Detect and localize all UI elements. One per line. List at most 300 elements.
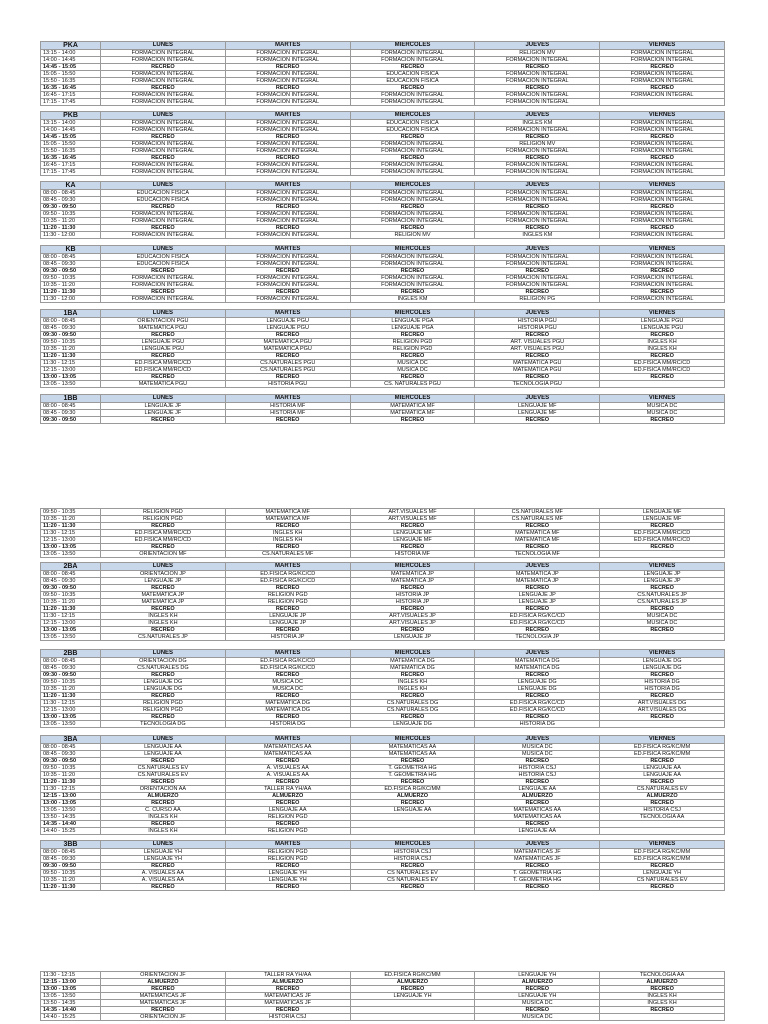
subject-cell: RECREO (350, 758, 475, 765)
time-slot: 11:20 - 11:30 (41, 353, 101, 360)
subject-cell: CS.NATURALES MF (475, 516, 600, 523)
subject-cell: FORMACION INTEGRAL (350, 282, 475, 289)
subject-cell: ART. VISUALES PGU (475, 339, 600, 346)
time-slot: 14:00 - 14:45 (41, 57, 101, 64)
time-slot: 10:35 - 11:20 (41, 218, 101, 225)
schedule-table-continued (40, 971, 725, 1021)
subject-cell: RECREO (225, 225, 350, 232)
subject-cell: ALMUERZO (350, 979, 475, 986)
day-header: LUNES (101, 112, 226, 120)
subject-cell: RECREO (600, 523, 725, 530)
subject-cell: ED.FISICA RG/KC/CD (225, 665, 350, 672)
time-slot: 11:30 - 12:15 (41, 530, 101, 537)
subject-cell: RECREO (225, 758, 350, 765)
subject-cell: LENGUAJE JP (350, 634, 475, 641)
subject-cell: MUSICA DC (600, 620, 725, 627)
subject-cell: MUSICA DC (600, 410, 725, 417)
schedule-table-pka (40, 41, 725, 106)
subject-cell: T. GEOMETRIA HG (350, 772, 475, 779)
table-header-row (41, 650, 725, 658)
time-slot: 12:15 - 13:00 (41, 620, 101, 627)
subject-cell: RECREO (225, 606, 350, 613)
subject-cell: HISTORIA MF (225, 403, 350, 410)
time-slot: 14:45 - 15:05 (41, 64, 101, 71)
day-header: JUEVES (475, 736, 600, 744)
subject-cell: RECREO (600, 134, 725, 141)
day-header: LUNES (101, 246, 226, 254)
subject-cell: FORMACION INTEGRAL (101, 218, 226, 225)
subject-cell: RECREO (225, 544, 350, 551)
subject-cell: FORMACION INTEGRAL (101, 120, 226, 127)
subject-cell: RECREO (600, 714, 725, 721)
subject-cell: A. VISUALES AA (225, 765, 350, 772)
subject-cell: ED.FISICA RG/KC/MM (600, 856, 725, 863)
subject-cell: RECREO (600, 204, 725, 211)
subject-cell: T. GEOMETRIA HG (475, 870, 600, 877)
subject-cell: ALMUERZO (600, 793, 725, 800)
time-slot: 10:35 - 11:20 (41, 877, 101, 884)
table-row (41, 620, 725, 627)
subject-cell: RECREO (600, 268, 725, 275)
table-row (41, 786, 725, 793)
subject-cell: RELIGION PGD (225, 828, 350, 835)
subject-cell: LENGUAJE JP (225, 620, 350, 627)
course-name: 3BB (41, 841, 101, 849)
subject-cell: RECREO (101, 986, 226, 993)
subject-cell: RECREO (101, 523, 226, 530)
subject-cell: RECREO (475, 64, 600, 71)
subject-cell: ED.FISICA RG/KC/CD (475, 620, 600, 627)
subject-cell: FORMACION INTEGRAL (350, 261, 475, 268)
time-slot: 11:30 - 12:15 (41, 360, 101, 367)
table-row (41, 571, 725, 578)
table-row (41, 374, 725, 381)
time-slot: 13:05 - 13:50 (41, 807, 101, 814)
table-row (41, 232, 725, 239)
subject-cell: CS.NATURALES EV (600, 786, 725, 793)
subject-cell: RECREO (101, 758, 226, 765)
subject-cell: TECNOLOGIA AA (600, 814, 725, 821)
subject-cell: ED.FISICA RG/KC/CD (225, 571, 350, 578)
subject-cell: FORMACION INTEGRAL (225, 71, 350, 78)
subject-cell: FORMACION INTEGRAL (475, 92, 600, 99)
table-row (41, 225, 725, 232)
table-row (41, 162, 725, 169)
subject-cell: INGLES KH (350, 679, 475, 686)
subject-cell: RECREO (475, 884, 600, 891)
schedule-table-2ba (40, 562, 725, 641)
day-header: LUNES (101, 395, 226, 403)
subject-cell: LENGUAJE PGU (225, 318, 350, 325)
subject-cell: RECREO (600, 332, 725, 339)
table-row (41, 289, 725, 296)
subject-cell: LENGUAJE DG (101, 686, 226, 693)
table-row (41, 318, 725, 325)
time-slot: 10:35 - 11:20 (41, 599, 101, 606)
subject-cell: ART.VISUALES MF (350, 509, 475, 516)
subject-cell: HISTORIA MF (350, 551, 475, 558)
subject-cell: LENGUAJE AA (225, 807, 350, 814)
table-row (41, 551, 725, 558)
subject-cell: HISTORIA MF (225, 410, 350, 417)
table-row (41, 346, 725, 353)
subject-cell: FORMACION INTEGRAL (101, 169, 226, 176)
subject-cell: CS.NATURALES JP (600, 599, 725, 606)
subject-cell: LENGUAJE PGU (101, 346, 226, 353)
subject-cell: RECREO (350, 268, 475, 275)
subject-cell: RECREO (600, 85, 725, 92)
subject-cell: FORMACION INTEGRAL (600, 275, 725, 282)
subject-cell: RECREO (225, 64, 350, 71)
subject-cell: MATEMATICAS JF (475, 856, 600, 863)
table-row (41, 516, 725, 523)
subject-cell: MATEMATICAS JF (225, 993, 350, 1000)
table-row (41, 578, 725, 585)
table-row (41, 50, 725, 57)
table-row (41, 821, 725, 828)
course-name: KB (41, 246, 101, 254)
subject-cell: RECREO (350, 884, 475, 891)
subject-cell: FORMACION INTEGRAL (600, 120, 725, 127)
table-row (41, 282, 725, 289)
subject-cell: TALLER RA YH/AA (225, 972, 350, 979)
time-slot: 15:50 - 16:35 (41, 148, 101, 155)
day-header: MARTES (225, 736, 350, 744)
table-row (41, 793, 725, 800)
subject-cell (350, 1000, 475, 1007)
subject-cell: FORMACION INTEGRAL (350, 148, 475, 155)
table-row (41, 1007, 725, 1014)
time-slot: 14:35 - 14:40 (41, 1007, 101, 1014)
subject-cell: FORMACION INTEGRAL (475, 99, 600, 106)
time-slot: 10:35 - 11:20 (41, 282, 101, 289)
subject-cell: ALMUERZO (600, 979, 725, 986)
day-header: LUNES (101, 650, 226, 658)
subject-cell: RECREO (600, 374, 725, 381)
table-row (41, 417, 725, 424)
table-row (41, 800, 725, 807)
subject-cell: FORMACION INTEGRAL (101, 141, 226, 148)
time-slot: 14:40 - 15:25 (41, 1014, 101, 1021)
subject-cell: RECREO (101, 714, 226, 721)
subject-cell: MATEMATICA DG (225, 700, 350, 707)
subject-cell: RELIGION MV (350, 232, 475, 239)
subject-cell: INGLES KH (101, 613, 226, 620)
subject-cell (350, 821, 475, 828)
subject-cell: LENGUAJE MF (475, 403, 600, 410)
subject-cell: FORMACION INTEGRAL (225, 254, 350, 261)
subject-cell: T. GEOMETRIA HG (475, 877, 600, 884)
subject-cell: RECREO (350, 544, 475, 551)
subject-cell: RECREO (600, 289, 725, 296)
table-row (41, 627, 725, 634)
day-header: VIERNES (600, 42, 725, 50)
table-row (41, 972, 725, 979)
time-slot: 11:20 - 11:30 (41, 606, 101, 613)
table-row (41, 679, 725, 686)
time-slot: 08:00 - 08:45 (41, 744, 101, 751)
table-row (41, 268, 725, 275)
subject-cell: RECREO (101, 821, 226, 828)
subject-cell: MATEMATICA JP (101, 599, 226, 606)
time-slot: 13:15 - 14:00 (41, 120, 101, 127)
subject-cell: MATEMATICAS AA (225, 744, 350, 751)
subject-cell: RECREO (600, 627, 725, 634)
subject-cell: RECREO (600, 417, 725, 424)
subject-cell: ED.FISICA MM/RC/CD (101, 537, 226, 544)
subject-cell: FORMACION INTEGRAL (101, 275, 226, 282)
subject-cell: RECREO (350, 585, 475, 592)
subject-cell: MATEMATICA DG (475, 658, 600, 665)
course-name: KA (41, 182, 101, 190)
time-slot: 08:45 - 09:30 (41, 665, 101, 672)
time-slot: 14:45 - 15:05 (41, 134, 101, 141)
subject-cell: RELIGION MV (475, 50, 600, 57)
table-row (41, 758, 725, 765)
subject-cell: ED.FISICA RG/KC/CD (225, 658, 350, 665)
subject-cell: RECREO (225, 523, 350, 530)
time-slot: 11:20 - 11:30 (41, 225, 101, 232)
time-slot: 08:45 - 09:30 (41, 197, 101, 204)
subject-cell: ART.VISUALES DG (600, 700, 725, 707)
table-row (41, 332, 725, 339)
subject-cell: FORMACION INTEGRAL (101, 127, 226, 134)
table-row (41, 599, 725, 606)
subject-cell: FORMACION INTEGRAL (101, 78, 226, 85)
table-row (41, 714, 725, 721)
table-row (41, 218, 725, 225)
subject-cell: FORMACION INTEGRAL (350, 169, 475, 176)
subject-cell: MATEMATICAS AA (475, 814, 600, 821)
subject-cell: RECREO (600, 693, 725, 700)
table-row (41, 986, 725, 993)
table-header-row (41, 395, 725, 403)
subject-cell: ED.FISICA RG/KC/MM (600, 744, 725, 751)
subject-cell: FORMACION INTEGRAL (475, 71, 600, 78)
subject-cell: MUSICA DC (350, 360, 475, 367)
day-header: VIERNES (600, 310, 725, 318)
subject-cell: RECREO (101, 863, 226, 870)
subject-cell: TECNOLOGIA DG (101, 721, 226, 728)
subject-cell: EDUCACION FISICA (350, 78, 475, 85)
subject-cell: RECREO (350, 85, 475, 92)
subject-cell: RECREO (350, 672, 475, 679)
subject-cell: ALMUERZO (101, 793, 226, 800)
subject-cell: RECREO (600, 155, 725, 162)
subject-cell: FORMACION INTEGRAL (350, 218, 475, 225)
subject-cell: RECREO (225, 693, 350, 700)
time-slot: 09:50 - 10:35 (41, 870, 101, 877)
day-header: MARTES (225, 563, 350, 571)
time-slot: 15:05 - 15:50 (41, 141, 101, 148)
subject-cell: FORMACION INTEGRAL (225, 275, 350, 282)
subject-cell: A. VISUALES AA (225, 772, 350, 779)
time-slot: 14:40 - 15:25 (41, 828, 101, 835)
time-slot: 16:45 - 17:15 (41, 162, 101, 169)
time-slot: 12:15 - 13:00 (41, 537, 101, 544)
subject-cell: FORMACION INTEGRAL (101, 211, 226, 218)
subject-cell: RECREO (350, 714, 475, 721)
subject-cell: LENGUAJE AA (600, 772, 725, 779)
subject-cell (600, 381, 725, 388)
subject-cell: RELIGION PGD (350, 339, 475, 346)
subject-cell: INGLES KM (350, 296, 475, 303)
time-slot: 08:45 - 09:30 (41, 261, 101, 268)
day-header: VIERNES (600, 736, 725, 744)
table-row (41, 537, 725, 544)
table-row (41, 870, 725, 877)
subject-cell: ED.FISICA RG/KC/CD (475, 700, 600, 707)
subject-cell: MATEMATICAS JF (101, 993, 226, 1000)
subject-cell: FORMACION INTEGRAL (600, 50, 725, 57)
subject-cell: LENGUAJE AA (600, 765, 725, 772)
subject-cell: LENGUAJE JF (101, 410, 226, 417)
subject-cell: EDUCACION FISICA (350, 127, 475, 134)
subject-cell: INGLES KH (101, 828, 226, 835)
table-row (41, 134, 725, 141)
time-slot: 12:15 - 13:00 (41, 979, 101, 986)
time-slot: 09:50 - 10:35 (41, 765, 101, 772)
subject-cell: RECREO (475, 353, 600, 360)
schedule-table-pkb (40, 111, 725, 176)
time-slot: 11:30 - 12:15 (41, 613, 101, 620)
table-row (41, 360, 725, 367)
subject-cell: MUSICA DC (600, 613, 725, 620)
subject-cell: RECREO (225, 374, 350, 381)
table-row (41, 877, 725, 884)
subject-cell: RECREO (600, 986, 725, 993)
table-row (41, 693, 725, 700)
subject-cell: MUSICA DC (475, 1014, 600, 1021)
subject-cell (600, 721, 725, 728)
day-header: MIÉRCOLES (350, 650, 475, 658)
table-row (41, 1000, 725, 1007)
time-slot: 12:15 - 13:00 (41, 707, 101, 714)
subject-cell: FORMACION INTEGRAL (225, 50, 350, 57)
schedule-table-2bb (40, 649, 725, 728)
subject-cell: INGLES KH (225, 530, 350, 537)
subject-cell: FORMACION INTEGRAL (475, 169, 600, 176)
table-row (41, 665, 725, 672)
time-slot: 09:50 - 10:35 (41, 275, 101, 282)
subject-cell: RECREO (600, 779, 725, 786)
time-slot: 09:30 - 09:50 (41, 332, 101, 339)
day-header: VIERNES (600, 841, 725, 849)
subject-cell: MATEMATICAS JF (475, 849, 600, 856)
subject-cell: RECREO (350, 332, 475, 339)
day-header: MIÉRCOLES (350, 310, 475, 318)
table-row (41, 772, 725, 779)
subject-cell: FORMACION INTEGRAL (475, 211, 600, 218)
subject-cell: FORMACION INTEGRAL (600, 296, 725, 303)
subject-cell: RECREO (225, 353, 350, 360)
subject-cell: RECREO (475, 1007, 600, 1014)
subject-cell: FORMACION INTEGRAL (101, 92, 226, 99)
table-row (41, 1014, 725, 1021)
subject-cell: A. VISUALES AA (101, 870, 226, 877)
day-header: MIÉRCOLES (350, 246, 475, 254)
time-slot: 08:00 - 08:45 (41, 254, 101, 261)
subject-cell: RECREO (101, 225, 226, 232)
subject-cell: RECREO (600, 672, 725, 679)
day-header: JUEVES (475, 563, 600, 571)
table-row (41, 204, 725, 211)
table-row (41, 779, 725, 786)
subject-cell: CS.NATURALES MF (475, 509, 600, 516)
subject-cell: RECREO (225, 800, 350, 807)
subject-cell: RELIGION PGD (225, 814, 350, 821)
subject-cell: FORMACION INTEGRAL (600, 254, 725, 261)
subject-cell: LENGUAJE JP (600, 578, 725, 585)
subject-cell: RELIGION PGD (101, 516, 226, 523)
subject-cell: RECREO (101, 800, 226, 807)
subject-cell: RECREO (350, 417, 475, 424)
table-row (41, 634, 725, 641)
subject-cell: FORMACION INTEGRAL (225, 127, 350, 134)
subject-cell: RECREO (475, 986, 600, 993)
subject-cell: FORMACION INTEGRAL (225, 211, 350, 218)
subject-cell: FORMACION INTEGRAL (225, 232, 350, 239)
subject-cell: MATEMATICA PGU (225, 346, 350, 353)
subject-cell: ART.VISUALES DG (600, 707, 725, 714)
subject-cell: FORMACION INTEGRAL (225, 141, 350, 148)
table-row (41, 979, 725, 986)
subject-cell: RELIGION MV (475, 141, 600, 148)
subject-cell: FORMACION INTEGRAL (101, 148, 226, 155)
table-row (41, 585, 725, 592)
day-header: MIÉRCOLES (350, 563, 475, 571)
subject-cell: RECREO (475, 758, 600, 765)
subject-cell: RECREO (475, 585, 600, 592)
subject-cell: LENGUAJE DG (101, 679, 226, 686)
subject-cell: RECREO (350, 863, 475, 870)
subject-cell: HISTORIA CSJ (475, 772, 600, 779)
subject-cell: RECREO (475, 627, 600, 634)
subject-cell: LENGUAJE YH (101, 849, 226, 856)
time-slot: 16:35 - 16:45 (41, 155, 101, 162)
time-slot: 08:45 - 09:30 (41, 751, 101, 758)
subject-cell: RECREO (101, 155, 226, 162)
subject-cell: CS NATURALES EV (600, 877, 725, 884)
table-row (41, 403, 725, 410)
subject-cell: RECREO (350, 374, 475, 381)
day-header: VIERNES (600, 246, 725, 254)
table-row (41, 606, 725, 613)
subject-cell: MATEMATICA DG (350, 658, 475, 665)
subject-cell: MATEMATICA PGU (225, 339, 350, 346)
subject-cell: RELIGION PGD (350, 346, 475, 353)
subject-cell: ALMUERZO (101, 979, 226, 986)
time-slot: 11:30 - 12:15 (41, 972, 101, 979)
day-header: JUEVES (475, 246, 600, 254)
time-slot: 13:05 - 13:50 (41, 551, 101, 558)
day-header: MARTES (225, 182, 350, 190)
subject-cell: LENGUAJE MF (600, 509, 725, 516)
subject-cell: RECREO (101, 85, 226, 92)
subject-cell: C. CURSO AA (101, 807, 226, 814)
time-slot: 13:50 - 14:35 (41, 1000, 101, 1007)
subject-cell: RECREO (475, 523, 600, 530)
subject-cell: FORMACION INTEGRAL (350, 50, 475, 57)
day-header: VIERNES (600, 112, 725, 120)
subject-cell: FORMACION INTEGRAL (101, 296, 226, 303)
subject-cell: FORMACION INTEGRAL (350, 275, 475, 282)
subject-cell: CS.NATURALES DG (350, 707, 475, 714)
subject-cell: EDUCACION FISICA (101, 197, 226, 204)
subject-cell: CS.NATURALES PGU (225, 360, 350, 367)
time-slot: 15:05 - 15:50 (41, 71, 101, 78)
subject-cell: T. GEOMETRIA HG (350, 765, 475, 772)
